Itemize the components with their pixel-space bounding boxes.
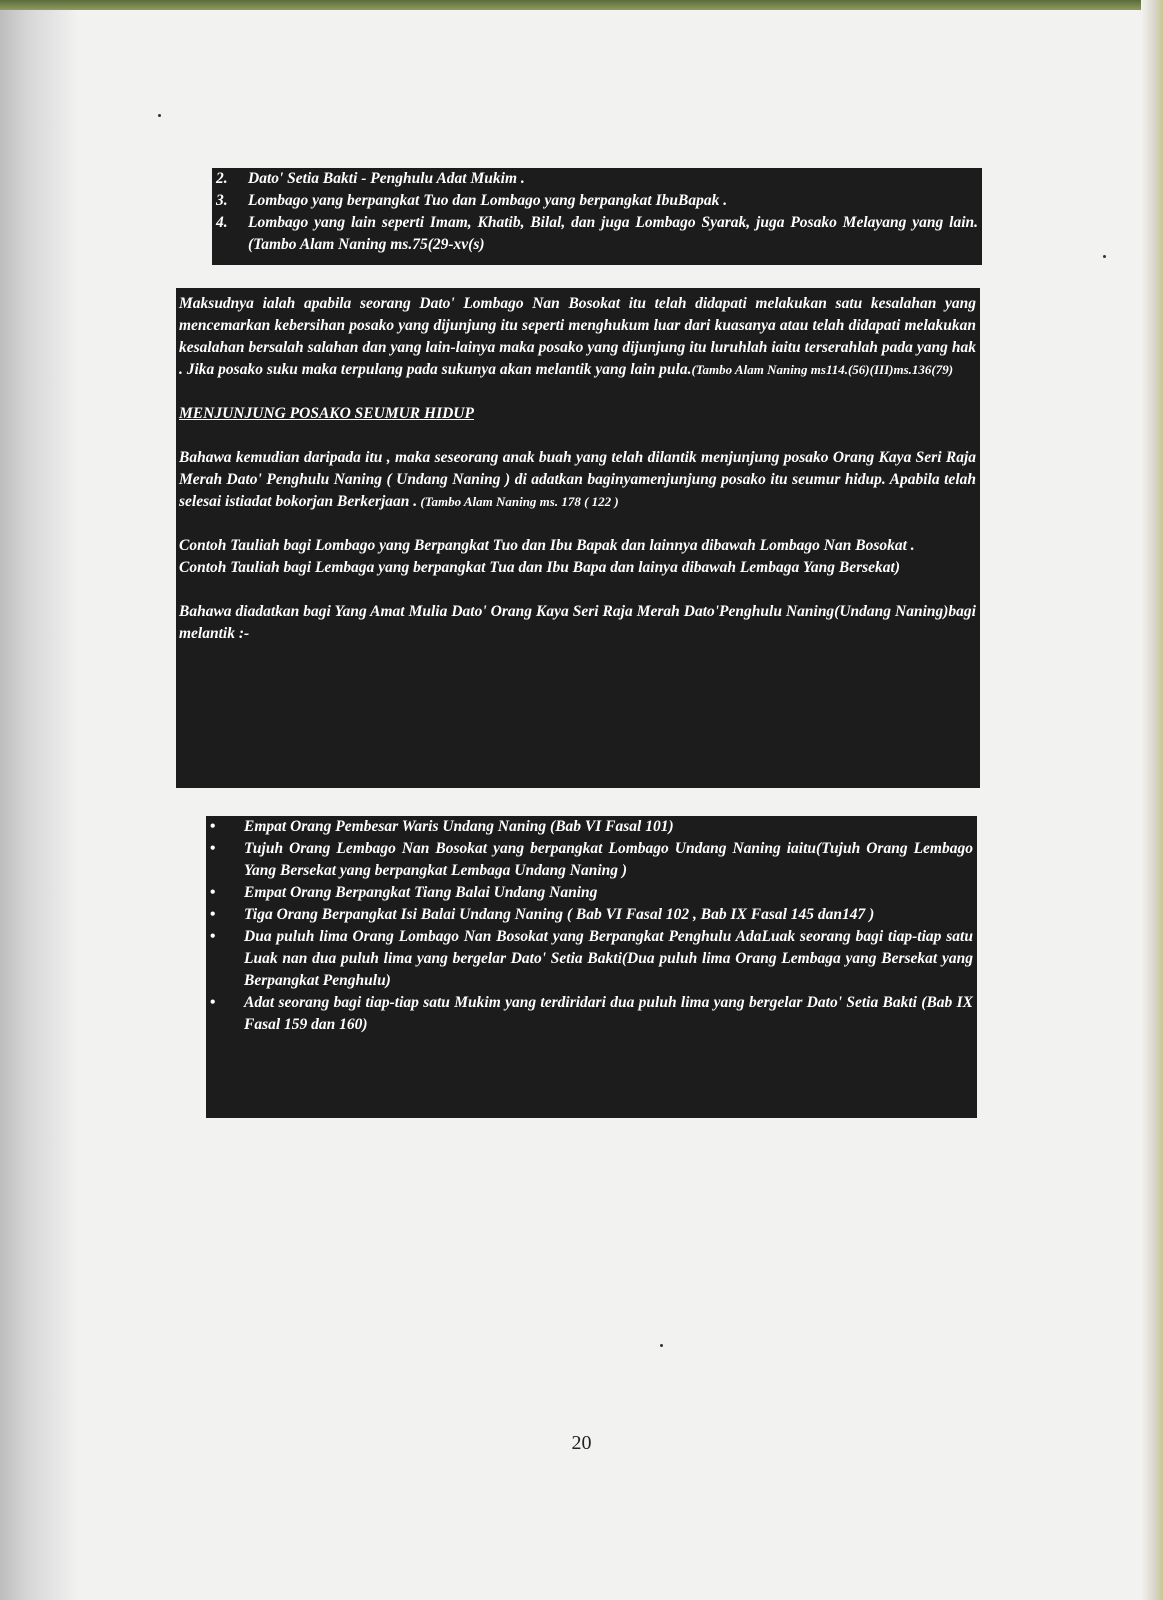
bullet-item (210, 838, 973, 882)
paragraph-meaning (179, 293, 976, 381)
numbered-list-block (212, 168, 982, 265)
item-text: Lombago yang lain seperti Imam, Khatib, Bilal, dan juga Lombago Syarak, juga Posako Melayang yang lain.(Tambo Alam Naning ms.75(29-xv(s) (248, 214, 978, 253)
item-text: Empat Orang Pembesar Waris Undang Naning (Bab VI Fasal 101) (244, 818, 674, 835)
bullet-icon: • (210, 906, 216, 923)
paragraph-tauliah-1: Contoh Tauliah bagi Lombago yang Berpangkat Tuo dan Ibu Bapak dan lainnya dibawah Lombago Nan Bosokat . (179, 537, 915, 554)
reference: (Tambo Alam Naning ms114.(56)(III)ms.136(79) (691, 362, 954, 377)
paragraph-tauliah-2: Contoh Tauliah bagi Lembaga yang berpangkat Tua dan Ibu Bapa dan lainya dibawah Lembaga Yang Bersekat) (179, 559, 900, 576)
bullet-list-block (206, 816, 977, 1118)
section-heading: MENJUNJUNG POSAKO SEUMUR HIDUP (179, 405, 474, 422)
paragraph-text: Bahawa kemudian daripada itu , maka seseorang anak buah yang telah dilantik menjunjung posako Orang Kaya Seri Raja Merah Dato' Penghulu Naning ( Undang Naning ) di adatkan baginyamenjunjung posako itu seumur hidup. Apabila telah selesai istiadat bokorjan Berkerjaan . (179, 449, 976, 510)
bullet-icon: • (210, 994, 216, 1011)
list-item (216, 212, 978, 256)
scan-speck (1103, 255, 1106, 258)
item-text: Lombago yang berpangkat Tuo dan Lombago yang berpangkat IbuBapak . (248, 192, 728, 209)
item-text: Tujuh Orang Lembago Nan Bosokat yang berpangkat Lombago Undang Naning iaitu(Tujuh Orang Lembago Yang Bersekat yang berpangkat Lembaga Undang Naning ) (244, 840, 973, 879)
bullet-icon: • (210, 884, 216, 901)
reference: (Tambo Alam Naning ms. 178 ( 122 ) (417, 494, 619, 509)
list-item (216, 168, 978, 190)
item-text: Empat Orang Berpangkat Tiang Balai Undang Naning (244, 884, 598, 901)
scan-speck (158, 114, 161, 117)
bullet-icon: • (210, 818, 216, 835)
paragraph-text: Maksudnya ialah apabila seorang Dato' Lombago Nan Bosokat itu telah didapati melakukan satu kesalahan yang mencemarkan kebersihan posako yang dijunjung itu seperti menghukum luar dari kuasanya atau telah didapati melakukan kesalahan bersalah salahan dan yang lain-lainya maka posako yang dijunjung itu luruhlah iaitu terserahlah pada yang hak . Jika posako suku maka terpulang pada sukunya akan melantik yang lain pula. (179, 295, 976, 378)
paragraph-lifelong (179, 447, 976, 513)
bullet-icon: • (210, 928, 216, 945)
item-number: 4. (216, 214, 228, 231)
bullet-item (210, 904, 973, 926)
page-number: 20 (571, 1432, 592, 1454)
list-item (216, 190, 978, 212)
bullet-item (210, 926, 973, 992)
item-number: 2. (216, 170, 228, 187)
item-text: Tiga Orang Berpangkat Isi Balai Undang Naning ( Bab VI Fasal 102 , Bab IX Fasal 145 dan147 ) (244, 906, 875, 923)
item-number: 3. (216, 192, 228, 209)
bullet-item (210, 816, 973, 838)
main-text-block (176, 288, 980, 788)
bullet-icon: • (210, 840, 216, 857)
scan-edge-left (0, 10, 78, 1600)
paragraph-appointment: Bahawa diadatkan bagi Yang Amat Mulia Dato' Orang Kaya Seri Raja Merah Dato'Penghulu Naning(Undang Naning)bagi melantik :- (179, 603, 976, 642)
bullet-item (210, 992, 973, 1036)
bullet-item (210, 882, 973, 904)
scan-edge-top (0, 0, 1163, 10)
item-text: Dua puluh lima Orang Lombago Nan Bosokat yang Berpangkat Penghulu AdaLuak seorang bagi tiap-tiap satu Luak nan dua puluh lima yang bergelar Dato' Setia Bakti(Dua puluh lima Orang Lembaga yang Bersekat yang Berpangkat Penghulu) (244, 928, 973, 989)
item-text: Adat seorang bagi tiap-tiap satu Mukim yang terdiridari dua puluh lima yang bergelar Dato' Setia Bakti (Bab IX Fasal 159 dan 160) (244, 994, 973, 1033)
scan-speck (660, 1344, 663, 1347)
scan-edge-right (1141, 0, 1163, 1600)
item-text: Dato' Setia Bakti - Penghulu Adat Mukim . (248, 170, 525, 187)
